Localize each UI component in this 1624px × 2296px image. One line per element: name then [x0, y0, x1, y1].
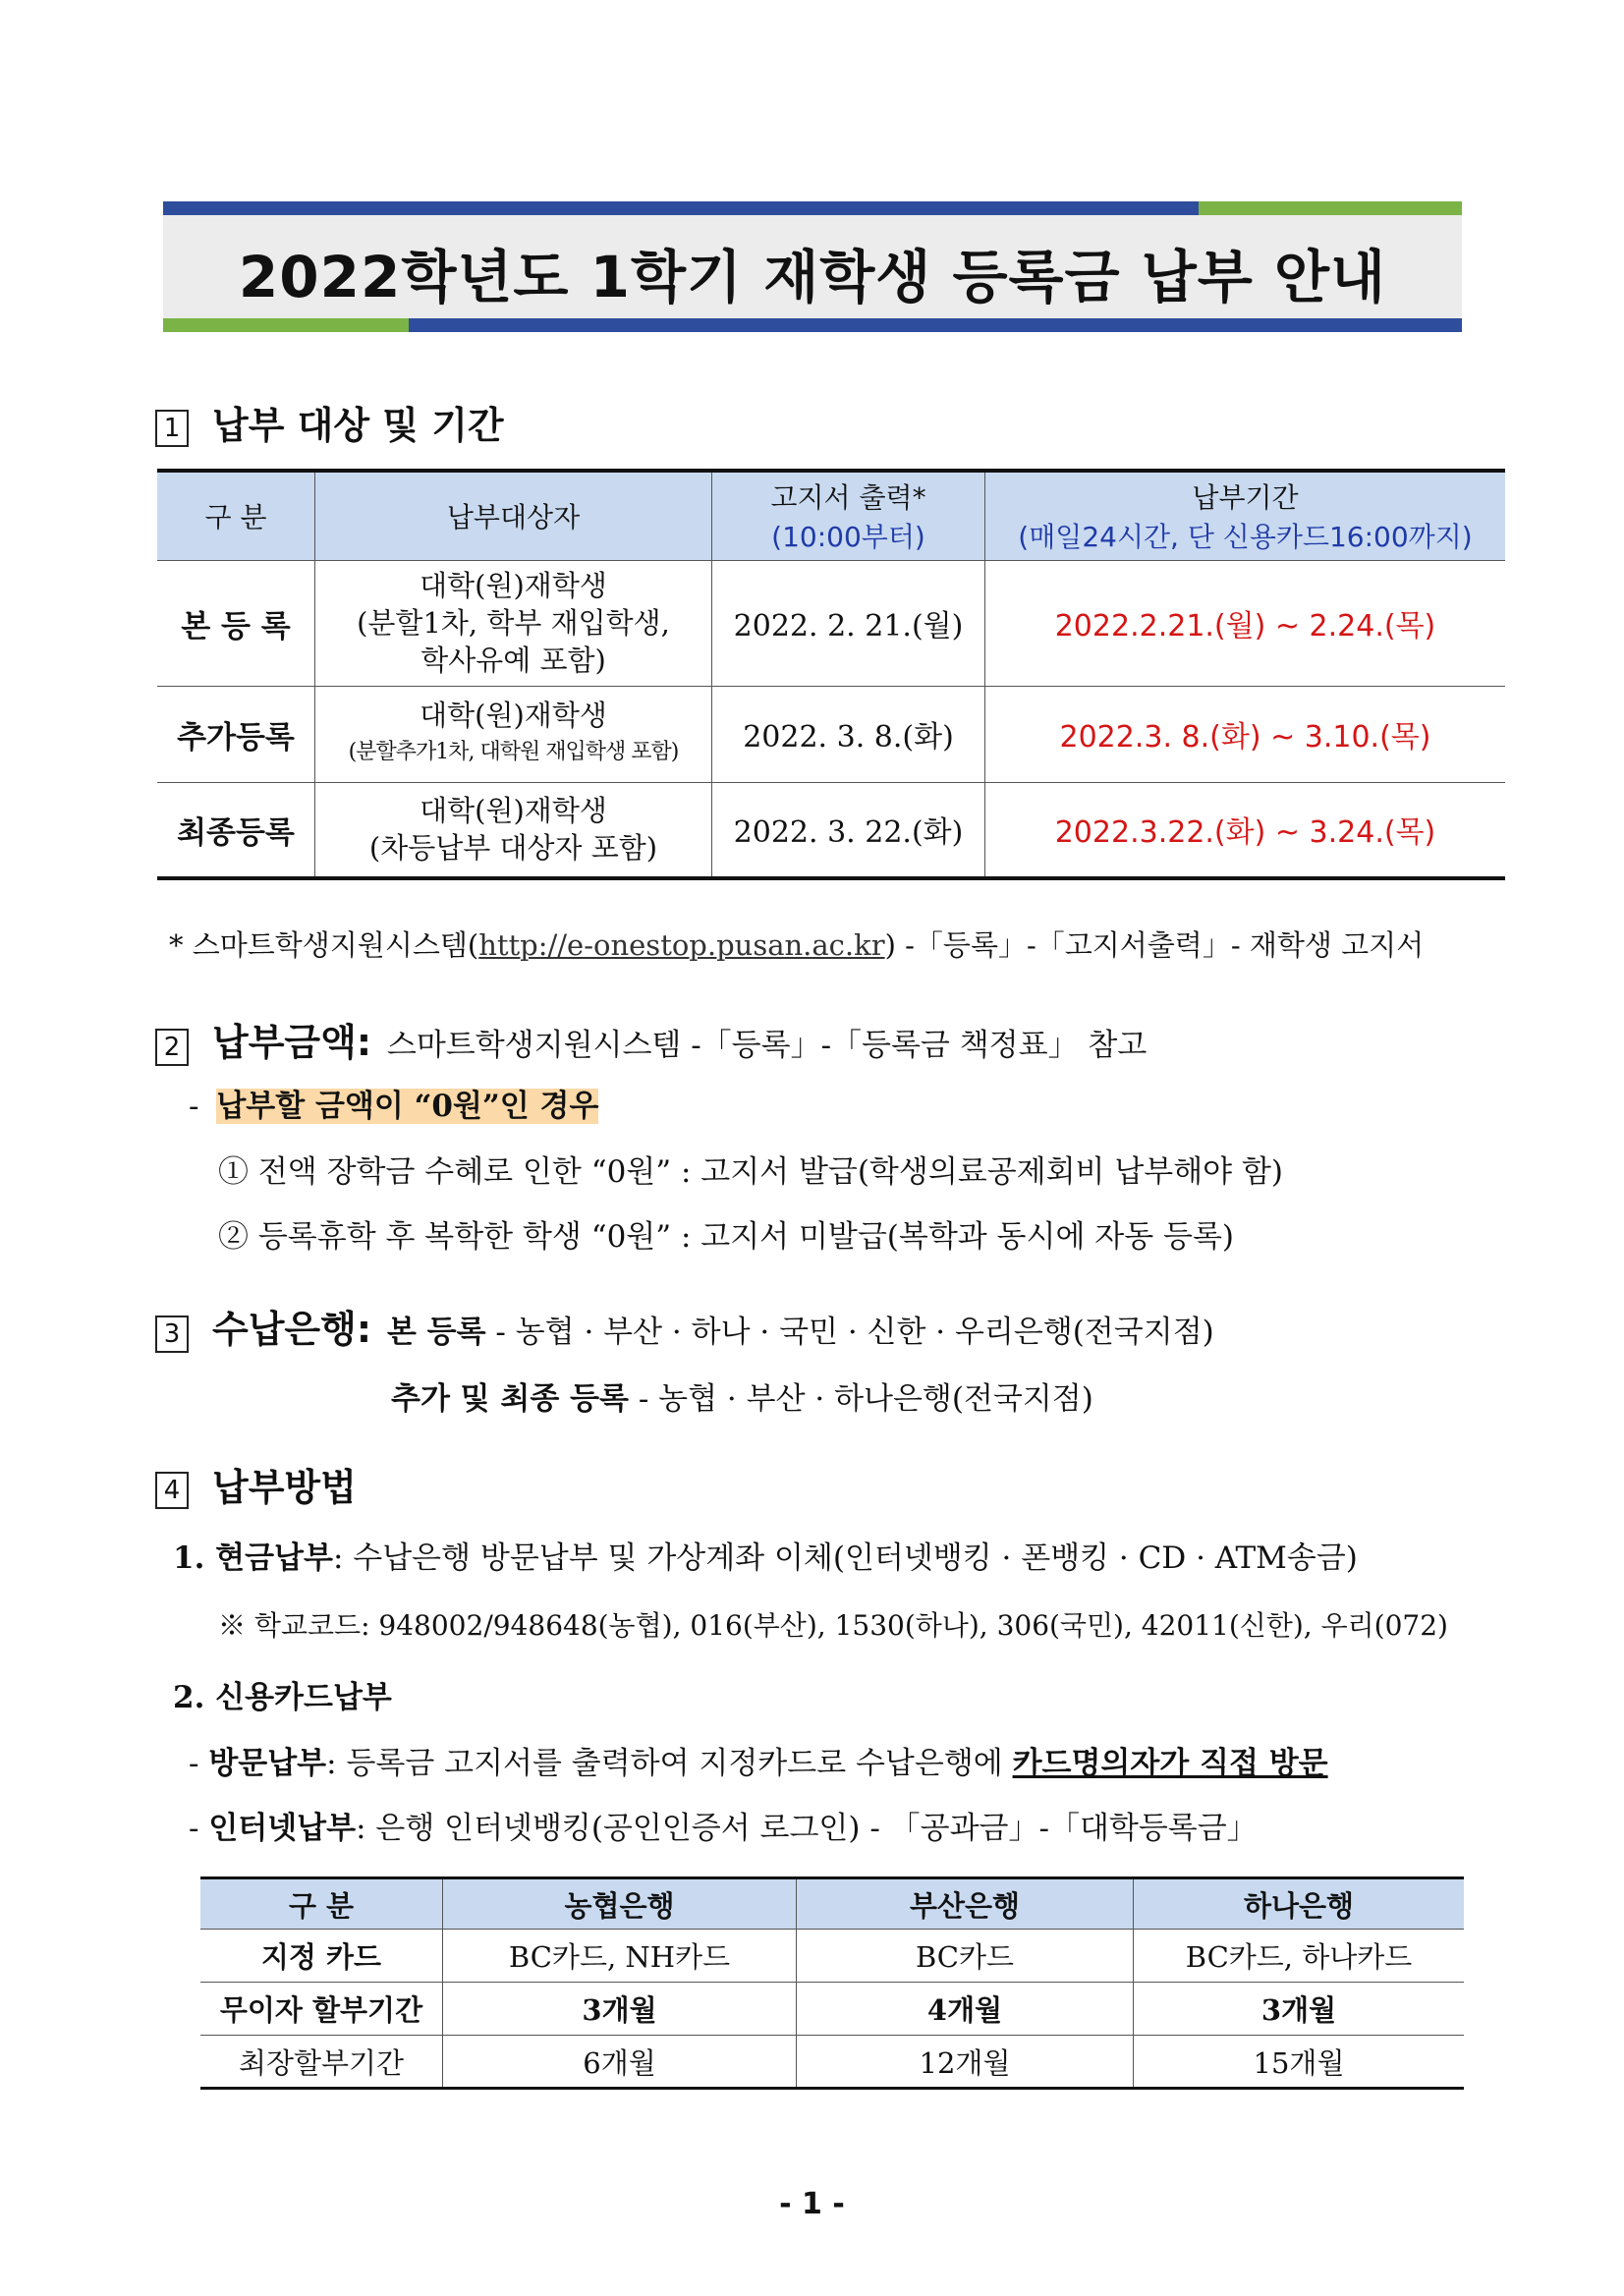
table-row: 최장할부기간 6개월 12개월 15개월 — [200, 2036, 1464, 2089]
section1-title: 납부 대상 및 기간 — [212, 404, 504, 447]
row-label: 본 등 록 — [157, 560, 315, 686]
card-header-category: 구 분 — [200, 1878, 443, 1930]
bottom-green-bar — [163, 318, 409, 332]
section4-title: 납부방법 — [212, 1466, 357, 1509]
system-link[interactable]: http://e-onestop.pusan.ac.kr — [478, 928, 885, 962]
row-label: 최종등록 — [157, 782, 315, 878]
section2-heading — [155, 1012, 1147, 1066]
section2-description: 스마트학생지원시스템 -「등록」-「등록금 책정표」 참고 — [386, 1028, 1148, 1063]
card-header-bank: 농협은행 — [443, 1878, 797, 1930]
section2-title: 납부금액: — [212, 1021, 372, 1064]
card-payment-heading: 2. 신용카드납부 — [173, 1680, 392, 1715]
zero-amount-heading: - 납부할 금액이 “0원”인 경우 — [189, 1089, 599, 1124]
table-row — [157, 560, 1505, 686]
section-number-box: 4 — [155, 1472, 189, 1509]
zero-amount-item-2: ② 등록휴학 후 복학한 학생 “0원” : 고지서 미발급(복학과 동시에 자동 등록) — [218, 1219, 1234, 1255]
row-period: 2022.3.22.(화) ~ 3.24.(목) — [985, 782, 1506, 878]
header-category: 구 분 — [157, 471, 315, 560]
table-header-row — [157, 471, 1505, 560]
top-blue-bar — [163, 201, 1199, 215]
main-registration-label: 본 등록 — [386, 1315, 486, 1350]
section4-heading — [155, 1457, 357, 1511]
visit-payment: - 방문납부: 등록금 고지서를 출력하여 지정카드로 수납은행에 카드명의자가 직접 방문 — [189, 1746, 1328, 1781]
row-target: 대학(원)재학생 (분할추가1차, 대학원 재입학생 포함) — [315, 686, 712, 782]
page-title: 2022학년도 1학기 재학생 등록금 납부 안내 — [238, 244, 1387, 310]
section3-title: 수납은행: — [212, 1308, 372, 1351]
card-header-bank: 하나은행 — [1134, 1878, 1465, 1930]
top-green-bar — [1199, 201, 1462, 215]
header-period: 납부기간 (매일24시간, 단 신용카드16:00까지) — [985, 471, 1506, 560]
zero-amount-highlight: 납부할 금액이 “0원”인 경우 — [216, 1089, 599, 1124]
card-table — [200, 1876, 1464, 2090]
table-row — [157, 686, 1505, 782]
row-notice-date: 2022. 3. 22.(화) — [712, 782, 985, 878]
header-notice: 고지서 출력* (10:00부터) — [712, 471, 985, 560]
section1-heading — [155, 395, 504, 449]
section-number-box: 3 — [155, 1316, 189, 1353]
internet-payment: - 인터넷납부: 은행 인터넷뱅킹(공인인증서 로그인) - 「공과금」-「대학등록금」 — [189, 1811, 1258, 1846]
section3-heading — [155, 1299, 1214, 1353]
zero-amount-item-1: ① 전액 장학금 수혜로 인한 “0원” : 고지서 발급(학생의료공제회비 납부해야 함) — [218, 1154, 1284, 1190]
table-row — [157, 782, 1505, 878]
main-registration-banks: - 농협 · 부산 · 하나 · 국민 · 신한 · 우리은행(전국지점) — [485, 1315, 1214, 1350]
row-period: 2022.2.21.(월) ~ 2.24.(목) — [985, 560, 1506, 686]
row-target: 대학(원)재학생 (차등납부 대상자 포함) — [315, 782, 712, 878]
card-header-bank: 부산은행 — [797, 1878, 1134, 1930]
table-row: 지정 카드 BC카드, NH카드 BC카드 BC카드, 하나카드 — [200, 1930, 1464, 1983]
page-number: - 1 - — [779, 2187, 845, 2221]
row-target: 대학(원)재학생 (분할1차, 학부 재입학생, 학사유예 포함) — [315, 560, 712, 686]
row-label: 추가등록 — [157, 686, 315, 782]
section-number-box: 2 — [155, 1029, 189, 1066]
table-row: 무이자 할부기간 3개월 4개월 3개월 — [200, 1983, 1464, 2036]
title-banner — [163, 201, 1462, 332]
cash-payment: 1. 현금납부: 수납은행 방문납부 및 가상계좌 이체(인터넷뱅킹 · 폰뱅킹 · CD · ATM송금) — [173, 1540, 1358, 1576]
system-note: * 스마트학생지원시스템(http://e-onestop.pusan.ac.kr) -「등록」-「고지서출력」- 재학생 고지서 — [169, 928, 1425, 962]
school-code: ※ 학교코드: 948002/948648(농협), 016(부산), 1530(하나), 306(국민), 42011(신한), 우리(072) — [218, 1609, 1448, 1642]
schedule-table — [157, 469, 1505, 880]
bottom-blue-bar — [409, 318, 1462, 332]
section-number-box: 1 — [155, 410, 189, 447]
row-notice-date: 2022. 3. 8.(화) — [712, 686, 985, 782]
row-notice-date: 2022. 2. 21.(월) — [712, 560, 985, 686]
additional-registration-banks: 추가 및 최종 등록 - 농협 · 부산 · 하나은행(전국지점) — [391, 1381, 1093, 1417]
header-target: 납부대상자 — [315, 471, 712, 560]
row-period: 2022.3. 8.(화) ~ 3.10.(목) — [985, 686, 1506, 782]
card-table-header-row — [200, 1878, 1464, 1930]
